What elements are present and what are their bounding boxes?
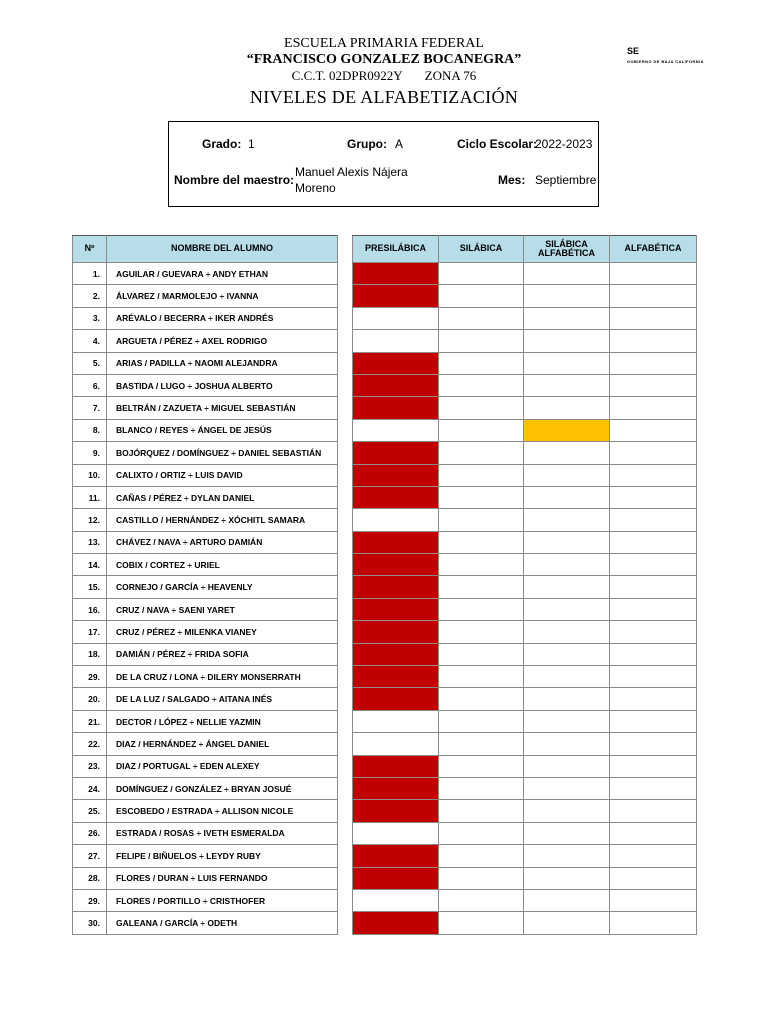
level-cell-alfabetica bbox=[610, 733, 697, 755]
level-cell-silabica-alfabetica bbox=[524, 777, 610, 799]
student-number: 6. bbox=[73, 374, 107, 396]
student-number: 9. bbox=[73, 442, 107, 464]
level-cell-alfabetica bbox=[610, 464, 697, 486]
student-row bbox=[73, 374, 338, 396]
level-cell-alfabetica bbox=[610, 554, 697, 576]
student-row bbox=[73, 755, 338, 777]
student-name: ESTRADA / ROSAS ÷ IVETH ESMERALDA bbox=[107, 822, 338, 844]
level-cell-silabica bbox=[439, 621, 524, 643]
school-codes bbox=[0, 69, 768, 82]
student-number: 2. bbox=[73, 285, 107, 307]
level-cell-alfabetica bbox=[610, 598, 697, 620]
level-row bbox=[353, 307, 697, 329]
level-row bbox=[353, 688, 697, 710]
level-cell-silabica bbox=[439, 733, 524, 755]
level-cell-presilabica bbox=[353, 442, 439, 464]
level-cell-alfabetica bbox=[610, 285, 697, 307]
level-cell-alfabetica bbox=[610, 442, 697, 464]
level-row bbox=[353, 822, 697, 844]
level-row bbox=[353, 889, 697, 911]
levels-table bbox=[352, 235, 697, 935]
grupo-value: A bbox=[395, 137, 404, 151]
level-row bbox=[353, 263, 697, 285]
level-row bbox=[353, 777, 697, 799]
level-cell-silabica-alfabetica bbox=[524, 733, 610, 755]
student-number: 26. bbox=[73, 822, 107, 844]
level-cell-silabica-alfabetica bbox=[524, 688, 610, 710]
student-number: 21. bbox=[73, 710, 107, 732]
student-name: CORNEJO / GARCÍA ÷ HEAVENLY bbox=[107, 576, 338, 598]
level-cell-alfabetica bbox=[610, 397, 697, 419]
student-row bbox=[73, 531, 338, 553]
student-number: 24. bbox=[73, 777, 107, 799]
level-cell-alfabetica bbox=[610, 419, 697, 441]
level-cell-silabica bbox=[439, 352, 524, 374]
level-cell-silabica-alfabetica bbox=[524, 464, 610, 486]
level-cell-alfabetica bbox=[610, 352, 697, 374]
level-cell-silabica-alfabetica bbox=[524, 285, 610, 307]
level-cell-presilabica bbox=[353, 912, 439, 934]
student-name: DIAZ / PORTUGAL ÷ EDEN ALEXEY bbox=[107, 755, 338, 777]
level-cell-alfabetica bbox=[610, 531, 697, 553]
level-cell-alfabetica bbox=[610, 486, 697, 508]
level-cell-silabica-alfabetica bbox=[524, 554, 610, 576]
level-cell-silabica bbox=[439, 307, 524, 329]
level-cell-silabica bbox=[439, 598, 524, 620]
student-number: 30. bbox=[73, 912, 107, 934]
logo-subtitle: GOBIERNO DE BAJA CALIFORNIA bbox=[627, 59, 704, 64]
student-row bbox=[73, 397, 338, 419]
level-cell-alfabetica bbox=[610, 509, 697, 531]
level-cell-silabica bbox=[439, 464, 524, 486]
level-cell-presilabica bbox=[353, 733, 439, 755]
student-row bbox=[73, 733, 338, 755]
student-number: 18. bbox=[73, 643, 107, 665]
student-name: GALEANA / GARCÍA ÷ ODETH bbox=[107, 912, 338, 934]
student-row bbox=[73, 598, 338, 620]
level-cell-silabica bbox=[439, 755, 524, 777]
level-cell-silabica-alfabetica bbox=[524, 486, 610, 508]
level-cell-silabica bbox=[439, 330, 524, 352]
student-row bbox=[73, 822, 338, 844]
level-cell-presilabica bbox=[353, 598, 439, 620]
student-number: 11. bbox=[73, 486, 107, 508]
level-cell-presilabica bbox=[353, 621, 439, 643]
level-cell-presilabica bbox=[353, 755, 439, 777]
student-name: BLANCO / REYES ÷ ÁNGEL DE JESÚS bbox=[107, 419, 338, 441]
level-cell-presilabica bbox=[353, 352, 439, 374]
student-row bbox=[73, 912, 338, 934]
level-cell-silabica bbox=[439, 688, 524, 710]
student-number: 27. bbox=[73, 845, 107, 867]
level-cell-silabica bbox=[439, 912, 524, 934]
grado-value: 1 bbox=[248, 137, 255, 151]
student-row bbox=[73, 442, 338, 464]
maestro-label: Nombre del maestro: bbox=[174, 173, 295, 187]
level-cell-alfabetica bbox=[610, 845, 697, 867]
level-cell-silabica-alfabetica bbox=[524, 710, 610, 732]
level-cell-silabica bbox=[439, 486, 524, 508]
level-cell-silabica-alfabetica bbox=[524, 822, 610, 844]
student-row bbox=[73, 800, 338, 822]
level-row bbox=[353, 486, 697, 508]
level-cell-silabica-alfabetica bbox=[524, 307, 610, 329]
student-row bbox=[73, 666, 338, 688]
student-name: FLORES / PORTILLO ÷ CRISTHOFER bbox=[107, 889, 338, 911]
student-row bbox=[73, 486, 338, 508]
level-row bbox=[353, 800, 697, 822]
level-cell-silabica-alfabetica bbox=[524, 621, 610, 643]
level-row bbox=[353, 531, 697, 553]
student-name: CASTILLO / HERNÁNDEZ ÷ XÓCHITL SAMARA bbox=[107, 509, 338, 531]
level-cell-silabica-alfabetica bbox=[524, 576, 610, 598]
zona-code: ZONA 76 bbox=[424, 68, 477, 83]
level-row bbox=[353, 419, 697, 441]
level-cell-presilabica bbox=[353, 464, 439, 486]
student-name: CALIXTO / ORTIZ ÷ LUIS DAVID bbox=[107, 464, 338, 486]
col-header-silabica-alfabetica: SILÁBICA ALFABÉTICA bbox=[524, 236, 610, 263]
student-number: 29. bbox=[73, 666, 107, 688]
level-cell-presilabica bbox=[353, 397, 439, 419]
level-cell-presilabica bbox=[353, 867, 439, 889]
level-cell-silabica bbox=[439, 867, 524, 889]
col-header-num: Nº bbox=[73, 236, 107, 263]
level-cell-presilabica bbox=[353, 554, 439, 576]
cct-code: C.C.T. 02DPR0922Y bbox=[291, 68, 403, 83]
student-number: 14. bbox=[73, 554, 107, 576]
student-number: 4. bbox=[73, 330, 107, 352]
student-row bbox=[73, 419, 338, 441]
student-number: 1. bbox=[73, 263, 107, 285]
level-cell-silabica-alfabetica bbox=[524, 419, 610, 441]
student-row bbox=[73, 554, 338, 576]
student-row bbox=[73, 509, 338, 531]
level-cell-silabica-alfabetica bbox=[524, 598, 610, 620]
level-cell-alfabetica bbox=[610, 777, 697, 799]
student-number: 8. bbox=[73, 419, 107, 441]
level-cell-presilabica bbox=[353, 374, 439, 396]
student-row bbox=[73, 621, 338, 643]
level-cell-silabica-alfabetica bbox=[524, 263, 610, 285]
student-name: FLORES / DURAN ÷ LUIS FERNANDO bbox=[107, 867, 338, 889]
level-row bbox=[353, 710, 697, 732]
level-cell-silabica-alfabetica bbox=[524, 330, 610, 352]
level-cell-alfabetica bbox=[610, 710, 697, 732]
level-cell-presilabica bbox=[353, 509, 439, 531]
level-row bbox=[353, 755, 697, 777]
level-cell-presilabica bbox=[353, 643, 439, 665]
level-cell-silabica bbox=[439, 666, 524, 688]
level-cell-presilabica bbox=[353, 307, 439, 329]
level-cell-silabica bbox=[439, 509, 524, 531]
level-cell-presilabica bbox=[353, 777, 439, 799]
grado-label: Grado: bbox=[202, 137, 242, 151]
student-name: CRUZ / NAVA ÷ SAENI YARET bbox=[107, 598, 338, 620]
maestro-value: Manuel Alexis Nájera Moreno bbox=[295, 165, 408, 196]
level-cell-alfabetica bbox=[610, 330, 697, 352]
level-cell-presilabica bbox=[353, 666, 439, 688]
level-cell-silabica bbox=[439, 397, 524, 419]
student-name: DIAZ / HERNÁNDEZ ÷ ÁNGEL DANIEL bbox=[107, 733, 338, 755]
level-row bbox=[353, 464, 697, 486]
level-row bbox=[353, 867, 697, 889]
level-cell-silabica bbox=[439, 576, 524, 598]
level-cell-presilabica bbox=[353, 710, 439, 732]
students-table bbox=[72, 235, 338, 935]
student-row bbox=[73, 464, 338, 486]
ciclo-value: 2022-2023 bbox=[535, 137, 593, 151]
page-title: NIVELES DE ALFABETIZACIÓN bbox=[249, 87, 519, 107]
student-row bbox=[73, 643, 338, 665]
col-header-silabica: SILÁBICA bbox=[439, 236, 524, 263]
school-name: “FRANCISCO GONZALEZ BOCANEGRA” bbox=[246, 52, 522, 67]
level-cell-silabica-alfabetica bbox=[524, 352, 610, 374]
level-row bbox=[353, 554, 697, 576]
level-cell-presilabica bbox=[353, 263, 439, 285]
level-cell-silabica-alfabetica bbox=[524, 643, 610, 665]
level-row bbox=[353, 598, 697, 620]
level-cell-silabica bbox=[439, 643, 524, 665]
ciclo-label: Ciclo Escolar: bbox=[457, 137, 538, 151]
level-cell-alfabetica bbox=[610, 643, 697, 665]
level-cell-alfabetica bbox=[610, 307, 697, 329]
level-cell-silabica bbox=[439, 419, 524, 441]
student-name: DOMÍNGUEZ / GONZÁLEZ ÷ BRYAN JOSUÉ bbox=[107, 777, 338, 799]
student-name: CRUZ / PÉREZ ÷ MILENKA VIANEY bbox=[107, 621, 338, 643]
student-row bbox=[73, 576, 338, 598]
student-row bbox=[73, 688, 338, 710]
level-cell-silabica bbox=[439, 374, 524, 396]
level-cell-silabica bbox=[439, 285, 524, 307]
level-cell-presilabica bbox=[353, 822, 439, 844]
student-number: 5. bbox=[73, 352, 107, 374]
level-cell-silabica-alfabetica bbox=[524, 509, 610, 531]
level-cell-alfabetica bbox=[610, 889, 697, 911]
student-row bbox=[73, 710, 338, 732]
level-cell-presilabica bbox=[353, 330, 439, 352]
level-cell-silabica bbox=[439, 531, 524, 553]
level-cell-presilabica bbox=[353, 419, 439, 441]
student-number: 7. bbox=[73, 397, 107, 419]
student-name: DE LA LUZ / SALGADO ÷ AITANA INÉS bbox=[107, 688, 338, 710]
level-cell-silabica bbox=[439, 845, 524, 867]
level-row bbox=[353, 352, 697, 374]
level-cell-silabica bbox=[439, 263, 524, 285]
level-row bbox=[353, 733, 697, 755]
level-cell-alfabetica bbox=[610, 263, 697, 285]
student-number: 12. bbox=[73, 509, 107, 531]
student-row bbox=[73, 285, 338, 307]
level-row bbox=[353, 576, 697, 598]
col-header-presilabica: PRESILÁBICA bbox=[353, 236, 439, 263]
student-number: 17. bbox=[73, 621, 107, 643]
student-name: BOJÓRQUEZ / DOMÍNGUEZ ÷ DANIEL SEBASTIÁN bbox=[107, 442, 338, 464]
level-cell-silabica-alfabetica bbox=[524, 867, 610, 889]
student-name: ARÉVALO / BECERRA ÷ IKER ANDRÉS bbox=[107, 307, 338, 329]
student-number: 29. bbox=[73, 889, 107, 911]
student-number: 23. bbox=[73, 755, 107, 777]
level-cell-silabica-alfabetica bbox=[524, 397, 610, 419]
school-label: ESCUELA PRIMARIA FEDERAL bbox=[284, 36, 484, 51]
level-row bbox=[353, 912, 697, 934]
level-row bbox=[353, 374, 697, 396]
student-row bbox=[73, 889, 338, 911]
level-cell-presilabica bbox=[353, 845, 439, 867]
level-cell-alfabetica bbox=[610, 576, 697, 598]
student-number: 20. bbox=[73, 688, 107, 710]
level-cell-alfabetica bbox=[610, 621, 697, 643]
level-cell-alfabetica bbox=[610, 374, 697, 396]
level-row bbox=[353, 397, 697, 419]
level-cell-presilabica bbox=[353, 800, 439, 822]
level-cell-alfabetica bbox=[610, 800, 697, 822]
level-cell-silabica-alfabetica bbox=[524, 442, 610, 464]
level-cell-silabica bbox=[439, 777, 524, 799]
level-cell-silabica bbox=[439, 554, 524, 576]
level-cell-presilabica bbox=[353, 688, 439, 710]
level-cell-silabica-alfabetica bbox=[524, 374, 610, 396]
level-row bbox=[353, 621, 697, 643]
student-row bbox=[73, 307, 338, 329]
level-row bbox=[353, 330, 697, 352]
level-cell-silabica-alfabetica bbox=[524, 800, 610, 822]
student-name: DE LA CRUZ / LONA ÷ DILERY MONSERRATH bbox=[107, 666, 338, 688]
level-row bbox=[353, 285, 697, 307]
student-number: 15. bbox=[73, 576, 107, 598]
student-name: ARGUETA / PÉREZ ÷ AXEL RODRIGO bbox=[107, 330, 338, 352]
level-cell-alfabetica bbox=[610, 912, 697, 934]
student-row bbox=[73, 845, 338, 867]
student-name: CAÑAS / PÉREZ ÷ DYLAN DANIEL bbox=[107, 486, 338, 508]
level-cell-silabica-alfabetica bbox=[524, 912, 610, 934]
level-cell-alfabetica bbox=[610, 666, 697, 688]
level-cell-presilabica bbox=[353, 889, 439, 911]
level-cell-presilabica bbox=[353, 531, 439, 553]
info-box bbox=[168, 121, 599, 207]
student-name: CHÁVEZ / NAVA ÷ ARTURO DAMIÁN bbox=[107, 531, 338, 553]
student-name: BASTIDA / LUGO ÷ JOSHUA ALBERTO bbox=[107, 374, 338, 396]
level-cell-alfabetica bbox=[610, 867, 697, 889]
student-name: COBIX / CORTEZ ÷ URIEL bbox=[107, 554, 338, 576]
level-row bbox=[353, 442, 697, 464]
student-name: FELIPE / BIÑUELOS ÷ LEYDY RUBY bbox=[107, 845, 338, 867]
student-name: DAMIÁN / PÉREZ ÷ FRIDA SOFIA bbox=[107, 643, 338, 665]
col-header-alfabetica: ALFABÉTICA bbox=[610, 236, 697, 263]
student-number: 28. bbox=[73, 867, 107, 889]
level-cell-silabica bbox=[439, 822, 524, 844]
student-name: BELTRÁN / ZAZUETA ÷ MIGUEL SEBASTIÁN bbox=[107, 397, 338, 419]
student-name: AGUILAR / GUEVARA ÷ ANDY ETHAN bbox=[107, 263, 338, 285]
student-number: 13. bbox=[73, 531, 107, 553]
level-row bbox=[353, 666, 697, 688]
level-row bbox=[353, 845, 697, 867]
student-number: 16. bbox=[73, 598, 107, 620]
level-cell-alfabetica bbox=[610, 688, 697, 710]
student-number: 10. bbox=[73, 464, 107, 486]
level-cell-alfabetica bbox=[610, 755, 697, 777]
level-cell-silabica-alfabetica bbox=[524, 531, 610, 553]
student-name: ESCOBEDO / ESTRADA ÷ ALLISON NICOLE bbox=[107, 800, 338, 822]
student-row bbox=[73, 777, 338, 799]
level-cell-silabica bbox=[439, 442, 524, 464]
level-cell-presilabica bbox=[353, 486, 439, 508]
mes-label: Mes: bbox=[498, 173, 526, 187]
grupo-label: Grupo: bbox=[347, 137, 387, 151]
level-cell-silabica bbox=[439, 889, 524, 911]
student-row bbox=[73, 352, 338, 374]
se-logo bbox=[627, 47, 717, 64]
student-row bbox=[73, 263, 338, 285]
student-name: ARIAS / PADILLA ÷ NAOMI ALEJANDRA bbox=[107, 352, 338, 374]
level-cell-silabica bbox=[439, 710, 524, 732]
col-header-name: NOMBRE DEL ALUMNO bbox=[107, 236, 338, 263]
level-row bbox=[353, 643, 697, 665]
level-cell-presilabica bbox=[353, 285, 439, 307]
level-cell-silabica-alfabetica bbox=[524, 845, 610, 867]
student-row bbox=[73, 330, 338, 352]
level-cell-silabica-alfabetica bbox=[524, 666, 610, 688]
student-number: 22. bbox=[73, 733, 107, 755]
student-number: 25. bbox=[73, 800, 107, 822]
student-name: ÁLVAREZ / MARMOLEJO ÷ IVANNA bbox=[107, 285, 338, 307]
student-number: 3. bbox=[73, 307, 107, 329]
level-cell-alfabetica bbox=[610, 822, 697, 844]
level-cell-silabica bbox=[439, 800, 524, 822]
level-cell-silabica-alfabetica bbox=[524, 889, 610, 911]
logo-abbr: SE bbox=[627, 46, 640, 56]
student-name: DECTOR / LÓPEZ ÷ NELLIE YAZMIN bbox=[107, 710, 338, 732]
level-cell-presilabica bbox=[353, 576, 439, 598]
level-row bbox=[353, 509, 697, 531]
mes-value: Septiembre bbox=[535, 173, 597, 187]
student-row bbox=[73, 867, 338, 889]
level-cell-silabica-alfabetica bbox=[524, 755, 610, 777]
